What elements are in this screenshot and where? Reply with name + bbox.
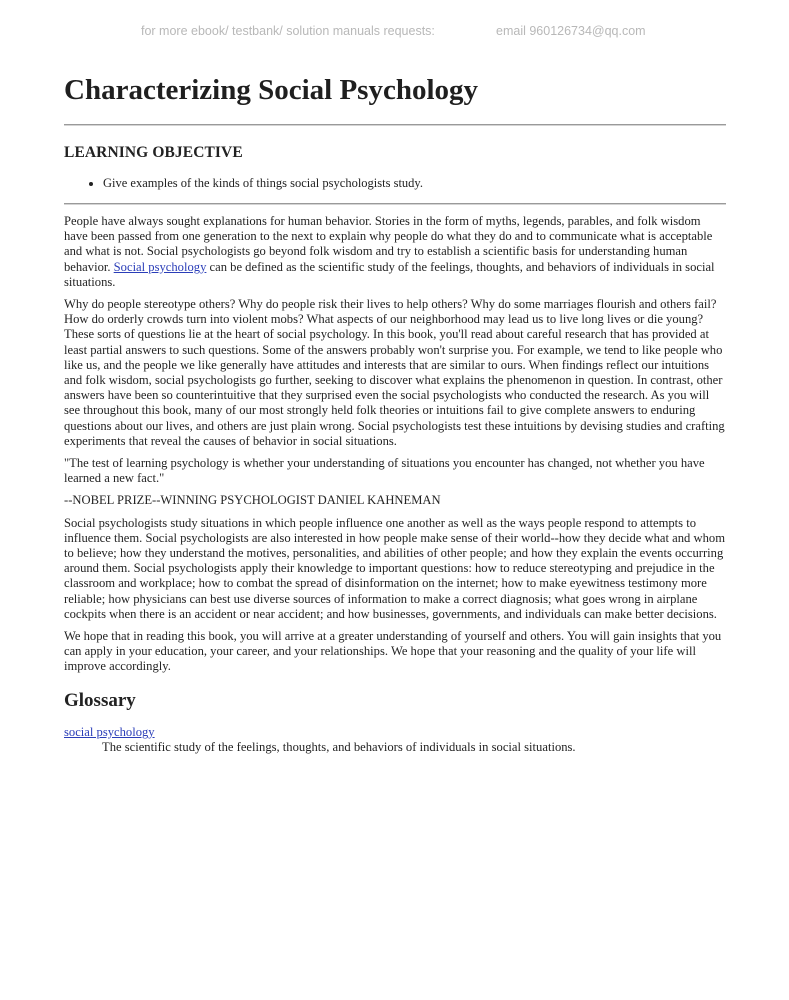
paragraph-intro-text-end: can be defined as the scientific study of the feelings, thoughts, and behaviors of individuals in social situations. <box>64 259 715 289</box>
divider-bottom <box>64 203 726 205</box>
paragraph-intro <box>64 214 726 290</box>
glossary-entry <box>64 725 726 755</box>
page-title: Characterizing Social Psychology <box>64 74 479 106</box>
header-email-text: email 960126734@qq.com <box>496 24 646 38</box>
document-content <box>64 72 726 755</box>
learning-objective-item: • Give examples of the kinds of things social psychologists study. <box>103 176 726 191</box>
social-psychology-link[interactable]: Social psychology <box>113 259 207 274</box>
paragraph-hope: We hope that in reading this book, you will arrive at a greater understanding of yourself and others. You will gain insights that you can apply in your education, your career, and your relationships. We hope that your reasoning and the quality of your life will improve accordingly. <box>64 629 722 674</box>
learning-objective-list <box>64 176 726 191</box>
header-request-text: for more ebook/ testbank/ solution manuals requests: <box>141 24 435 38</box>
glossary-term-link[interactable]: social psychology <box>64 724 155 739</box>
glossary-heading: Glossary <box>64 689 136 711</box>
divider-top <box>64 124 726 126</box>
quote-text: "The test of learning psychology is whether your understanding of situations you encounter has changed, not whether you have learned a new fact." <box>64 456 705 486</box>
paragraph-influence: Social psychologists study situations in which people influence one another as well as the ways people respond to attempts to influence them. Social psychologists are also interested in how people make sense of their world--how they decide what and whom to believe; how they understand the motives, personalities, and abilities of other people; and how they explain the events occurring around them. Social psychologists apply their knowledge to important questions: how to reduce stereotyping and prejudice in the classroom and workplace; how to combat the spread of disinformation on the internet; how to make eyewitness testimony more reliable; how physicians can best use diverse sources of information to make a correct diagnosis; what goes wrong in airplane cockpits when there is an accident or near accident; and how businesses, governments, and individuals can make better decisions. <box>64 515 725 621</box>
learning-objective-heading: LEARNING OBJECTIVE <box>64 144 243 161</box>
glossary-definition: The scientific study of the feelings, thoughts, and behaviors of individuals in social situations. <box>102 739 576 754</box>
paragraph-intro-text: People have always sought explanations for human behavior. Stories in the form of myths, legends, parables, and folk wisdom have been passed from one generation to the next to explain why people do what they do and to communicate what is acceptable and what is not. Social psychologists go beyond folk wisdom and try to establish a scientific basis for understanding human behavior. <box>64 214 713 274</box>
page-header <box>0 24 789 40</box>
paragraph-questions: Why do people stereotype others? Why do people risk their lives to help others? Why do some marriages flourish and others fail? How do orderly crowds turn into violent mobs? What aspects of our neighborhood may lead us to live long lives or die young? These sorts of questions lie at the heart of social psychology. In this book, you'll read about careful research that has provided at least partial answers to such questions. Some of the answers probably won't surprise you. For example, we tend to like people who like us, and the people we like generally have attitudes and interests that are similar to ours. When findings reflect our intuitions and folk wisdom, social psychologists go further, seeking to discover what explains the phenomenon in question. In contrast, other answers have been so counterintuitive that they surprised even the social psychologists who conducted the research. As you will see throughout this book, many of our most strongly held folk theories or intuitions fail to give complete answers to enduring questions about our lives, and others are just plain wrong. Social psychologists test these intuitions by devising studies and crafting experiments that reveal the causes of behavior in social situations. <box>64 297 725 448</box>
body-text <box>64 214 726 675</box>
quote-attribution: --NOBEL PRIZE--WINNING PSYCHOLOGIST DANIEL KAHNEMAN <box>64 493 441 508</box>
